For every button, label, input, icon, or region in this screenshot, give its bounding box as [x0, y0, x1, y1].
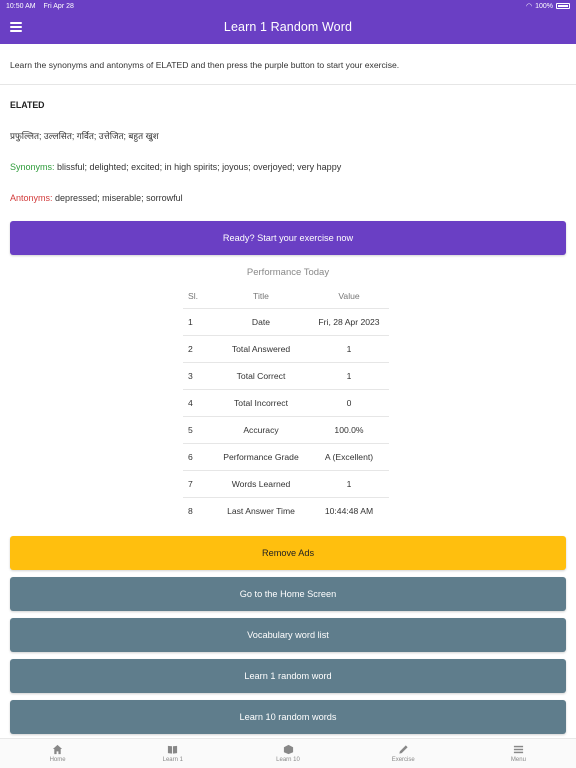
column-header-value: Value [338, 290, 360, 301]
table-row [183, 362, 389, 389]
row-sl: 6 [183, 443, 213, 470]
row-title: Accuracy [213, 416, 309, 443]
intro-text: Learn the synonyms and antonyms of ELATED and then press the purple button to start your exercise. [10, 60, 400, 70]
word-title: ELATED [10, 100, 45, 110]
table-row [183, 497, 389, 524]
row-sl: 8 [183, 497, 213, 524]
row-title: Total Answered [213, 335, 309, 362]
learn-1-random-word-button[interactable]: Learn 1 random word [10, 659, 566, 693]
row-value: 1 [309, 335, 389, 362]
synonyms-label: Synonyms: [10, 162, 55, 172]
tab-learn-10[interactable] [230, 739, 345, 768]
row-sl: 2 [183, 335, 213, 362]
column-header-title: Title [253, 290, 269, 301]
row-sl: 4 [183, 389, 213, 416]
bottom-tab-bar [0, 738, 576, 768]
row-title: Last Answer Time [213, 497, 309, 524]
home-screen-button[interactable]: Go to the Home Screen [10, 577, 566, 611]
synonyms-list: blissful; delighted; excited; in high spirits; joyous; overjoyed; very happy [57, 162, 342, 172]
pencil-icon [398, 744, 409, 755]
tab-label: Home [49, 757, 66, 763]
row-title: Words Learned [213, 470, 309, 497]
tab-label: Learn 10 [276, 757, 300, 763]
menu-icon [513, 744, 524, 755]
synonyms-line [10, 162, 341, 172]
row-value: Fri, 28 Apr 2023 [309, 308, 389, 335]
row-sl: 1 [183, 308, 213, 335]
table-row [183, 443, 389, 470]
row-value: 0 [309, 389, 389, 416]
row-value: 100.0% [309, 416, 389, 443]
table-row [183, 389, 389, 416]
antonyms-list: depressed; miserable; sorrowful [55, 193, 183, 203]
hindi-meaning: प्रफुल्लित; उल्लसित; गर्वित; उत्तेजित; बहुत खुश [10, 131, 159, 141]
page-title: Learn 1 Random Word [223, 20, 353, 34]
app-header [0, 0, 576, 44]
status-date: Fri Apr 28 [43, 2, 74, 10]
table-row [183, 416, 389, 443]
row-value: A (Excellent) [309, 443, 389, 470]
divider [0, 84, 576, 85]
remove-ads-button[interactable]: Remove Ads [10, 536, 566, 570]
tab-label: Learn 1 [162, 757, 183, 763]
row-sl: 3 [183, 362, 213, 389]
vocabulary-list-button[interactable]: Vocabulary word list [10, 618, 566, 652]
antonyms-label: Antonyms: [10, 193, 53, 203]
row-value: 1 [309, 470, 389, 497]
row-sl: 5 [183, 416, 213, 443]
antonyms-line [10, 193, 183, 203]
row-value: 1 [309, 362, 389, 389]
table-row [183, 470, 389, 497]
tab-menu[interactable] [461, 739, 576, 768]
books-icon [283, 744, 294, 755]
learn-10-random-words-button[interactable]: Learn 10 random words [10, 700, 566, 734]
table-row [183, 308, 389, 335]
wifi-icon: ◠ [525, 3, 533, 10]
row-title: Total Correct [213, 362, 309, 389]
book-icon [167, 744, 178, 755]
row-title: Total Incorrect [213, 389, 309, 416]
tab-label: Menu [510, 757, 526, 763]
column-header-sl: Sl. [188, 290, 199, 301]
performance-table [183, 284, 389, 524]
status-time: 10:50 AM [6, 2, 36, 10]
home-icon [52, 744, 63, 755]
row-value: 10:44:48 AM [309, 497, 389, 524]
row-title: Date [213, 308, 309, 335]
tab-home[interactable] [0, 739, 115, 768]
battery-percent: 100% [535, 2, 553, 10]
battery-icon [556, 3, 570, 9]
status-bar [0, 0, 576, 12]
performance-title: Performance Today [246, 267, 330, 278]
tab-label: Exercise [391, 757, 415, 763]
row-title: Performance Grade [213, 443, 309, 470]
start-exercise-button[interactable]: Ready? Start your exercise now [10, 221, 566, 255]
row-sl: 7 [183, 470, 213, 497]
tab-exercise[interactable] [346, 739, 461, 768]
tab-learn-1[interactable] [115, 739, 230, 768]
table-row [183, 335, 389, 362]
